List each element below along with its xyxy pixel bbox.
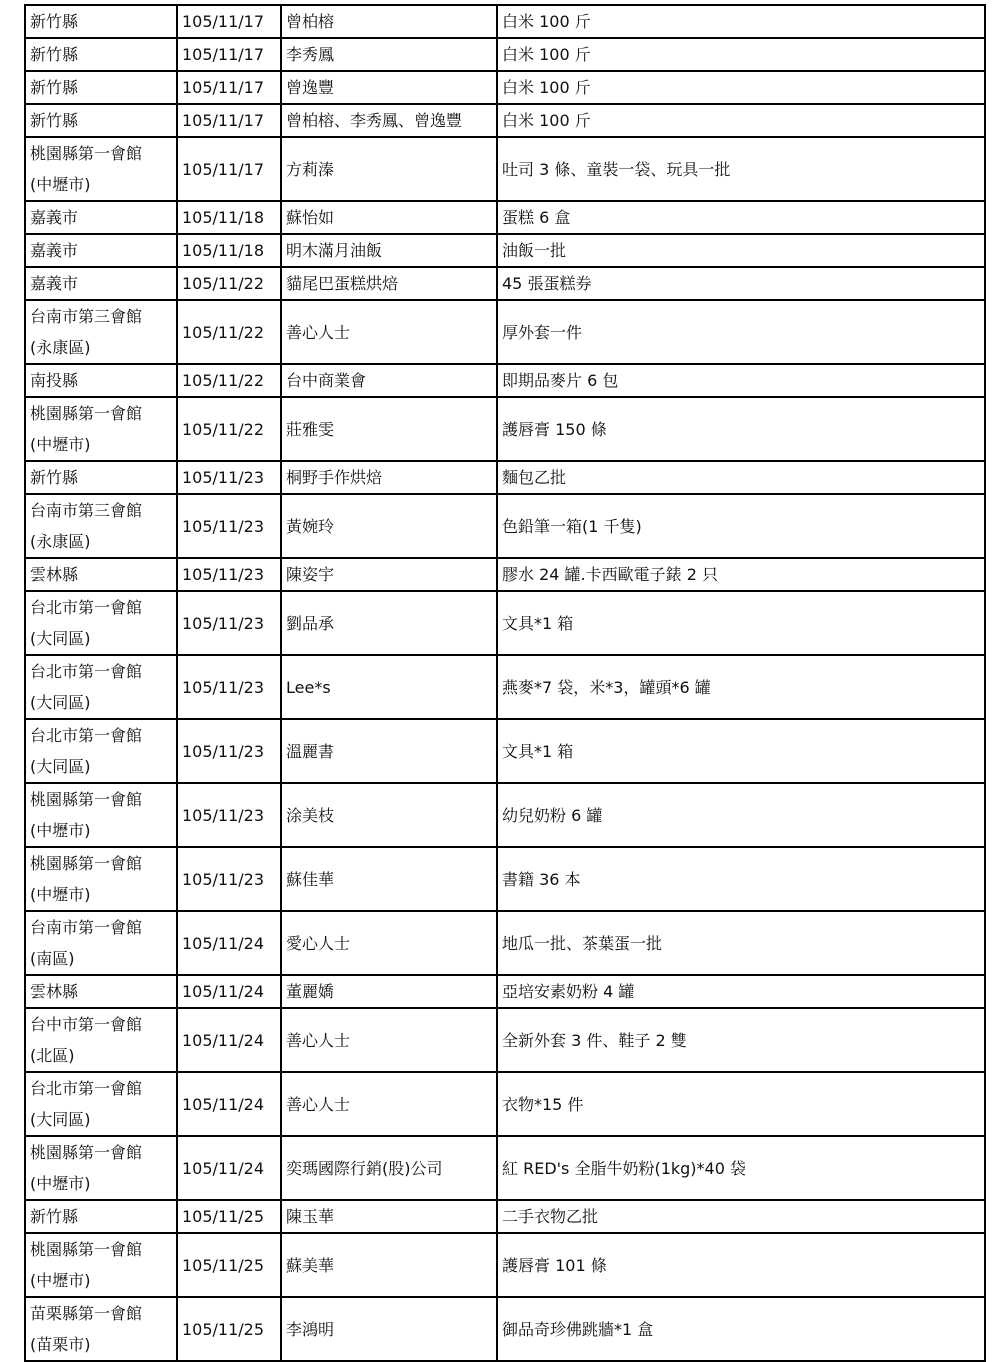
item-cell: 白米 100 斤: [497, 5, 985, 38]
location-district: (苗栗市): [30, 1335, 91, 1354]
date-cell: 105/11/24: [177, 911, 281, 975]
table-row: [25, 397, 985, 461]
location-name: 台南市第三會館: [30, 501, 143, 520]
donor-cell: 莊雅雯: [281, 397, 497, 461]
table-row: [25, 137, 985, 201]
location-name: 台北市第一會館: [30, 662, 143, 681]
date-cell: 105/11/24: [177, 1008, 281, 1072]
table-row: [25, 719, 985, 783]
location-name: 台北市第一會館: [30, 1079, 143, 1098]
date-cell: 105/11/25: [177, 1233, 281, 1297]
location-cell: [25, 783, 177, 847]
location-cell: [25, 558, 177, 591]
location-cell: [25, 719, 177, 783]
date-cell: 105/11/18: [177, 234, 281, 267]
date-cell: 105/11/17: [177, 71, 281, 104]
item-cell: 二手衣物乙批: [497, 1200, 985, 1233]
donation-table-body: [25, 5, 985, 1361]
location-cell: [25, 1200, 177, 1233]
location-district: (中壢市): [30, 885, 91, 904]
location-name: 嘉義市: [30, 241, 79, 260]
item-cell: 白米 100 斤: [497, 38, 985, 71]
location-district: (大同區): [30, 693, 91, 712]
item-cell: 白米 100 斤: [497, 104, 985, 137]
donor-cell: 溫麗書: [281, 719, 497, 783]
location-name: 苗栗縣第一會館: [30, 1304, 143, 1323]
donor-cell: 桐野手作烘焙: [281, 461, 497, 494]
location-name: 嘉義市: [30, 208, 79, 227]
location-district: (南區): [30, 949, 75, 968]
location-name: 新竹縣: [30, 78, 79, 97]
donor-cell: 涂美枝: [281, 783, 497, 847]
date-cell: 105/11/23: [177, 655, 281, 719]
item-cell: 亞培安素奶粉 4 罐: [497, 975, 985, 1008]
donor-cell: 李秀鳳: [281, 38, 497, 71]
location-cell: [25, 234, 177, 267]
location-name: 新竹縣: [30, 45, 79, 64]
location-district: (中壢市): [30, 435, 91, 454]
item-cell: 厚外套一件: [497, 300, 985, 364]
table-row: [25, 71, 985, 104]
table-row: [25, 1200, 985, 1233]
location-cell: [25, 975, 177, 1008]
item-cell: 即期品麥片 6 包: [497, 364, 985, 397]
location-name: 嘉義市: [30, 274, 79, 293]
location-cell: [25, 655, 177, 719]
donor-cell: 方莉溱: [281, 137, 497, 201]
location-cell: [25, 591, 177, 655]
location-cell: [25, 1008, 177, 1072]
donor-cell: 明木滿月油飯: [281, 234, 497, 267]
location-district: (中壢市): [30, 821, 91, 840]
item-cell: 油飯一批: [497, 234, 985, 267]
item-cell: 膠水 24 罐.卡西歐電子錶 2 只: [497, 558, 985, 591]
location-cell: [25, 364, 177, 397]
location-name: 桃園縣第一會館: [30, 1143, 143, 1162]
table-row: [25, 783, 985, 847]
table-row: [25, 558, 985, 591]
table-row: [25, 267, 985, 300]
donor-cell: 陳姿宇: [281, 558, 497, 591]
location-name: 台南市第一會館: [30, 918, 143, 937]
date-cell: 105/11/24: [177, 1136, 281, 1200]
table-row: [25, 591, 985, 655]
date-cell: 105/11/22: [177, 267, 281, 300]
location-district: (中壢市): [30, 175, 91, 194]
donor-cell: 蘇怡如: [281, 201, 497, 234]
item-cell: 45 張蛋糕券: [497, 267, 985, 300]
location-cell: [25, 461, 177, 494]
location-name: 新竹縣: [30, 12, 79, 31]
location-district: (永康區): [30, 338, 91, 357]
table-row: [25, 1008, 985, 1072]
location-name: 新竹縣: [30, 111, 79, 130]
item-cell: 吐司 3 條、童裝一袋、玩具一批: [497, 137, 985, 201]
donor-cell: 董麗嬌: [281, 975, 497, 1008]
donor-cell: 愛心人士: [281, 911, 497, 975]
item-cell: 幼兒奶粉 6 罐: [497, 783, 985, 847]
item-cell: 全新外套 3 件、鞋子 2 雙: [497, 1008, 985, 1072]
date-cell: 105/11/17: [177, 137, 281, 201]
table-row: [25, 1136, 985, 1200]
table-row: [25, 201, 985, 234]
location-district: (永康區): [30, 532, 91, 551]
item-cell: 衣物*15 件: [497, 1072, 985, 1136]
date-cell: 105/11/25: [177, 1297, 281, 1361]
date-cell: 105/11/17: [177, 104, 281, 137]
location-name: 新竹縣: [30, 468, 79, 487]
date-cell: 105/11/18: [177, 201, 281, 234]
date-cell: 105/11/25: [177, 1200, 281, 1233]
item-cell: 文具*1 箱: [497, 591, 985, 655]
donor-cell: 奕瑪國際行銷(股)公司: [281, 1136, 497, 1200]
table-row: [25, 38, 985, 71]
location-name: 台中市第一會館: [30, 1015, 143, 1034]
table-row: [25, 364, 985, 397]
location-cell: [25, 1136, 177, 1200]
location-cell: [25, 1233, 177, 1297]
table-row: [25, 655, 985, 719]
donor-cell: 李鴻明: [281, 1297, 497, 1361]
date-cell: 105/11/17: [177, 5, 281, 38]
donor-cell: 善心人士: [281, 1008, 497, 1072]
location-cell: [25, 201, 177, 234]
table-row: [25, 461, 985, 494]
location-cell: [25, 911, 177, 975]
table-row: [25, 847, 985, 911]
location-cell: [25, 267, 177, 300]
location-district: (大同區): [30, 757, 91, 776]
location-name: 新竹縣: [30, 1207, 79, 1226]
date-cell: 105/11/23: [177, 558, 281, 591]
item-cell: 蛋糕 6 盒: [497, 201, 985, 234]
donor-cell: 台中商業會: [281, 364, 497, 397]
donor-cell: 蘇美華: [281, 1233, 497, 1297]
location-cell: [25, 71, 177, 104]
date-cell: 105/11/22: [177, 397, 281, 461]
table-row: [25, 234, 985, 267]
date-cell: 105/11/24: [177, 975, 281, 1008]
location-name: 台北市第一會館: [30, 726, 143, 745]
donor-cell: 善心人士: [281, 300, 497, 364]
item-cell: 御品奇珍佛跳牆*1 盒: [497, 1297, 985, 1361]
item-cell: 白米 100 斤: [497, 71, 985, 104]
location-name: 桃園縣第一會館: [30, 144, 143, 163]
date-cell: 105/11/24: [177, 1072, 281, 1136]
date-cell: 105/11/22: [177, 364, 281, 397]
table-row: [25, 5, 985, 38]
item-cell: 書籍 36 本: [497, 847, 985, 911]
date-cell: 105/11/23: [177, 461, 281, 494]
donation-table: [24, 4, 986, 1362]
date-cell: 105/11/23: [177, 591, 281, 655]
location-cell: [25, 1072, 177, 1136]
item-cell: 護唇膏 150 條: [497, 397, 985, 461]
table-row: [25, 1072, 985, 1136]
item-cell: 文具*1 箱: [497, 719, 985, 783]
donor-cell: 陳玉華: [281, 1200, 497, 1233]
donor-cell: 善心人士: [281, 1072, 497, 1136]
location-cell: [25, 397, 177, 461]
date-cell: 105/11/17: [177, 38, 281, 71]
location-cell: [25, 104, 177, 137]
location-name: 桃園縣第一會館: [30, 854, 143, 873]
location-name: 台北市第一會館: [30, 598, 143, 617]
location-name: 桃園縣第一會館: [30, 404, 143, 423]
table-row: [25, 911, 985, 975]
item-cell: 燕麥*7 袋，米*3，罐頭*6 罐: [497, 655, 985, 719]
table-row: [25, 104, 985, 137]
donor-cell: 曾柏榕: [281, 5, 497, 38]
table-row: [25, 494, 985, 558]
donor-cell: 劉品承: [281, 591, 497, 655]
location-cell: [25, 494, 177, 558]
donor-cell: 曾柏榕、李秀鳳、曾逸豐: [281, 104, 497, 137]
item-cell: 地瓜一批、茶葉蛋一批: [497, 911, 985, 975]
location-cell: [25, 300, 177, 364]
donor-cell: Lee*s: [281, 655, 497, 719]
donor-cell: 蘇佳華: [281, 847, 497, 911]
location-name: 台南市第三會館: [30, 307, 143, 326]
location-district: (中壢市): [30, 1174, 91, 1193]
table-row: [25, 1233, 985, 1297]
location-name: 桃園縣第一會館: [30, 790, 143, 809]
location-cell: [25, 847, 177, 911]
item-cell: 護唇膏 101 條: [497, 1233, 985, 1297]
location-cell: [25, 5, 177, 38]
location-district: (北區): [30, 1046, 75, 1065]
item-cell: 色鉛筆一箱(1 千隻): [497, 494, 985, 558]
date-cell: 105/11/23: [177, 494, 281, 558]
table-row: [25, 975, 985, 1008]
date-cell: 105/11/23: [177, 847, 281, 911]
location-cell: [25, 137, 177, 201]
donor-cell: 貓尾巴蛋糕烘焙: [281, 267, 497, 300]
location-cell: [25, 38, 177, 71]
location-name: 雲林縣: [30, 982, 79, 1001]
location-district: (大同區): [30, 1110, 91, 1129]
item-cell: 紅 RED's 全脂牛奶粉(1kg)*40 袋: [497, 1136, 985, 1200]
table-row: [25, 300, 985, 364]
location-name: 雲林縣: [30, 565, 79, 584]
donor-cell: 黃婉玲: [281, 494, 497, 558]
location-name: 南投縣: [30, 371, 79, 390]
date-cell: 105/11/22: [177, 300, 281, 364]
date-cell: 105/11/23: [177, 783, 281, 847]
location-name: 桃園縣第一會館: [30, 1240, 143, 1259]
table-row: [25, 1297, 985, 1361]
date-cell: 105/11/23: [177, 719, 281, 783]
location-district: (中壢市): [30, 1271, 91, 1290]
donor-cell: 曾逸豐: [281, 71, 497, 104]
location-district: (大同區): [30, 629, 91, 648]
location-cell: [25, 1297, 177, 1361]
item-cell: 麵包乙批: [497, 461, 985, 494]
